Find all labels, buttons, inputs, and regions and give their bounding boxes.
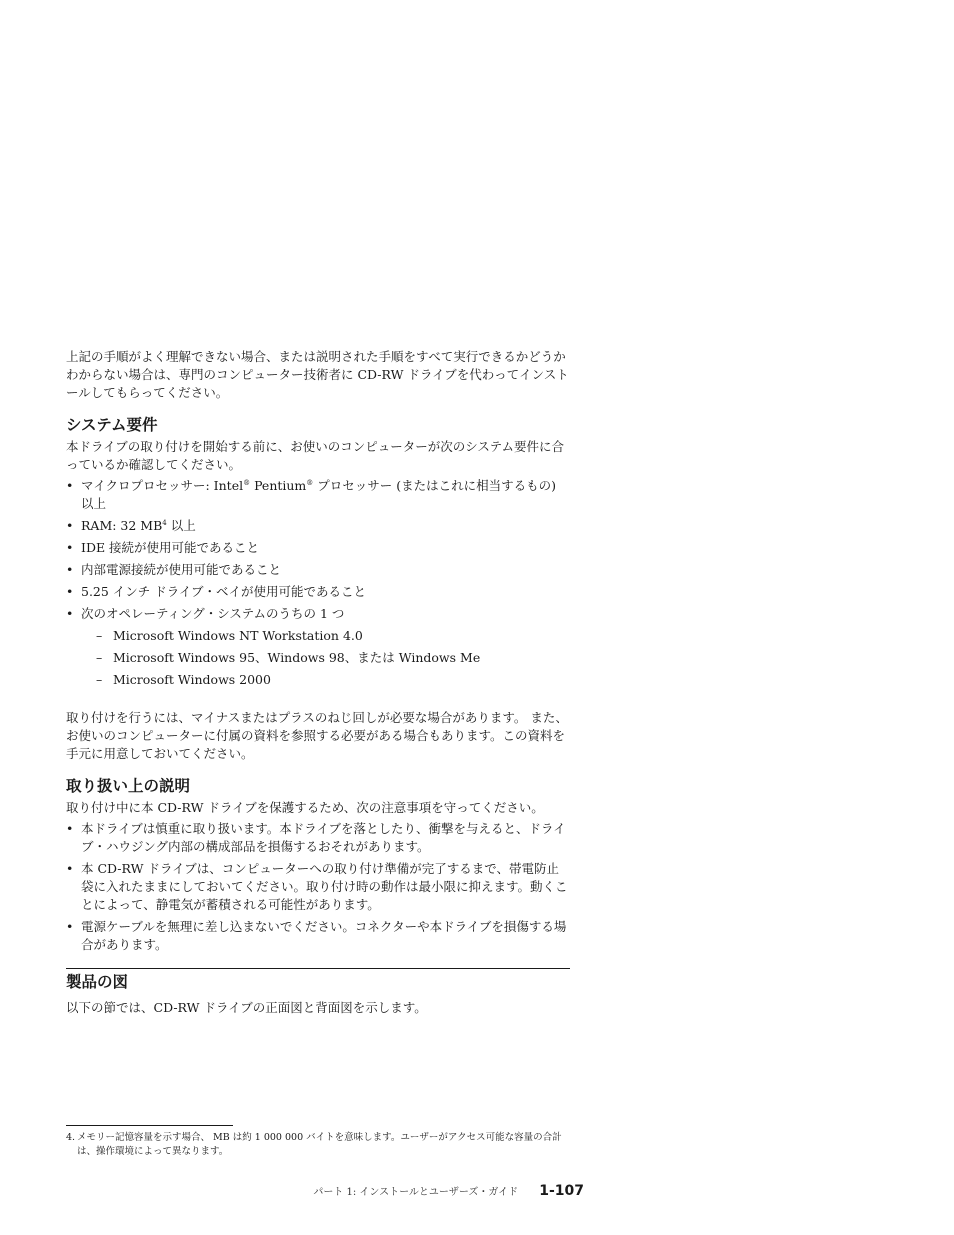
handling-item: • 本 CD-RW ドライブは、コンピューターへの取り付け準備が完了するまで、帯電防止袋に入れたままにしておいてください。取り付け時の動作は最小限に抑えます。動くことによって、静電気が蓄積される可能性があります。 [66, 860, 570, 914]
req-ram-text-a: RAM: 32 MB [81, 518, 163, 533]
registered-mark: ® [306, 478, 314, 487]
page-content [66, 348, 570, 1017]
req-os [66, 605, 570, 689]
os-list [81, 627, 570, 689]
footnote [66, 1131, 570, 1159]
handling-section [66, 775, 570, 954]
footnote-text: メモリー記憶容量を示す場合、 MB は約 1 000 000 バイトを意味します。ユーザーがアクセス可能な容量の合計は、操作環境によって異なります。 [77, 1132, 562, 1157]
page-footer [313, 1180, 584, 1199]
req-cpu [66, 477, 570, 513]
handling-item: • 本ドライブは慎重に取り扱います。本ドライブを落としたり、衝撃を与えると、ドライブ・ハウジング内部の構成部品を損傷するおそれがあります。 [66, 820, 570, 856]
req-cpu-text-a: マイクロプロセッサー: Intel [81, 478, 244, 493]
footer-title: パート 1: インストールとユーザーズ・ガイド [313, 1187, 519, 1198]
handling-heading: 取り扱い上の説明 [66, 777, 191, 795]
system-requirements-heading: システム要件 [66, 416, 158, 434]
os-item: – Microsoft Windows 95、Windows 98、または Windows Me [81, 649, 570, 667]
footnote-number: 4. [66, 1132, 76, 1143]
req-power: • 内部電源接続が使用可能であること [66, 561, 570, 579]
system-requirements-body: 本ドライブの取り付けを開始する前に、お使いのコンピューターが次のシステム要件に合っているか確認してください。 [66, 439, 565, 472]
product-figure-body: 以下の節では、CD-RW ドライブの正面図と背面図を示します。 [66, 1000, 427, 1015]
footnote-reference[interactable]: 4 [162, 518, 167, 527]
req-ide: • IDE 接続が使用可能であること [66, 539, 570, 557]
system-requirements-section [66, 414, 570, 689]
req-ram-text-b: 以上 [166, 518, 196, 533]
intro-paragraph: 上記の手順がよく理解できない場合、または説明された手順をすべて実行できるかどうかわからない場合は、専門のコンピューター技術者に CD-RW ドライブを代わってインストールしてもらってください。 [66, 349, 569, 400]
registered-mark: ® [243, 478, 251, 487]
tools-paragraph: 取り付けを行うには、マイナスまたはプラスのねじ回しが必要な場合があります。 また、お使いのコンピューターに付属の資料を参照する必要がある場合もあります。この資料を手元に用意しておいてください。 [66, 710, 568, 761]
handling-list [66, 820, 570, 954]
req-os-text: 次のオペレーティング・システムのうちの 1 つ [81, 606, 345, 621]
product-figure-heading: 製品の図 [66, 973, 129, 991]
req-bay: • 5.25 インチ ドライブ・ベイが使用可能であること [66, 583, 570, 601]
handling-body: 取り付け中に本 CD-RW ドライブを保護するため、次の注意事項を守ってください。 [66, 800, 544, 815]
requirements-list [66, 477, 570, 689]
tools-paragraph-section [66, 709, 570, 763]
os-item: – Microsoft Windows 2000 [81, 671, 570, 689]
req-ram [66, 517, 570, 535]
page-number: 1-107 [539, 1183, 584, 1199]
req-cpu-text-b: Pentium [250, 478, 307, 493]
product-figure-section [66, 968, 570, 1017]
req-cpu-text-c: プロセッサー (またはこれに相当するもの) 以上 [81, 478, 556, 511]
os-item: – Microsoft Windows NT Workstation 4.0 [81, 627, 570, 645]
handling-item: • 電源ケーブルを無理に差し込まないでください。コネクターや本ドライブを損傷する場合があります。 [66, 918, 570, 954]
footnote-divider [66, 1125, 233, 1126]
